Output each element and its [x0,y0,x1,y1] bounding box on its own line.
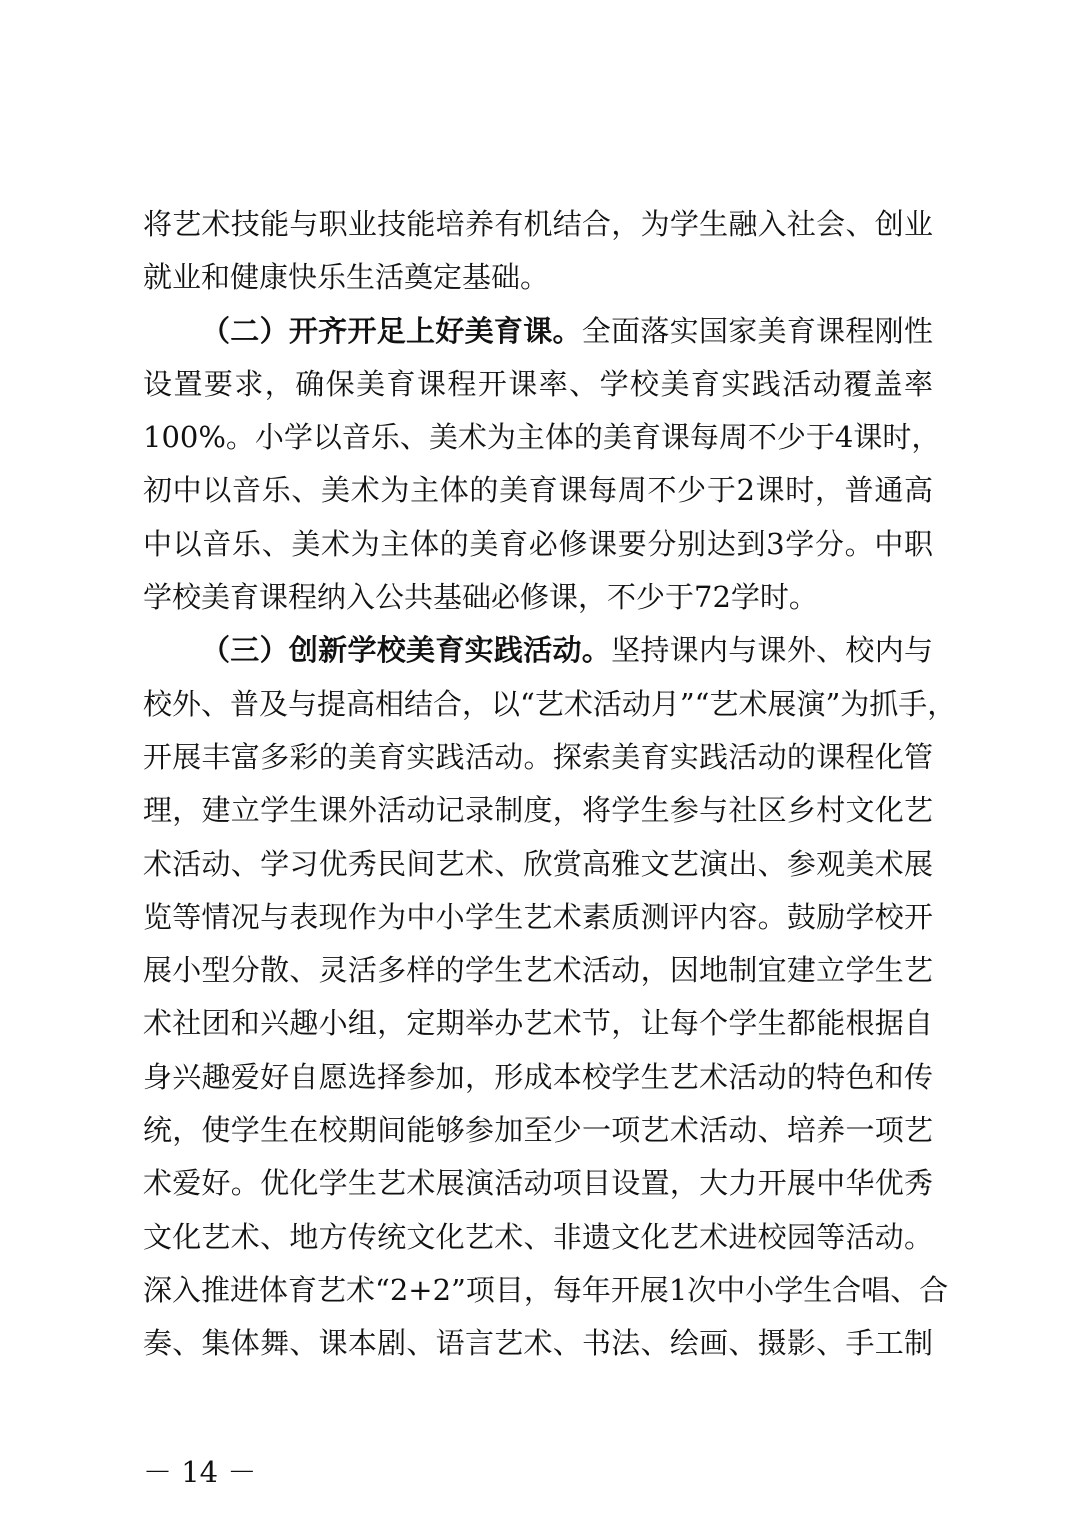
line-text: 身兴趣爱好自愿选择参加，形成本校学生艺术活动的特色和传 [143,1059,933,1094]
line-text: 奏、集体舞、课本剧、语言艺术、书法、绘画、摄影、手工制 [143,1326,933,1361]
line-text: 展小型分散、灵活多样的学生艺术活动，因地制宜建立学生艺 [143,953,933,988]
line-text: 学校美育课程纳入公共基础必修课，不少于72学时。 [143,580,818,615]
text-line [143,731,933,784]
line-text: 将艺术技能与职业技能培养有机结合，为学生融入社会、创业 [143,207,933,241]
section-heading: （二）开齐开足上好美育课。 [201,313,582,348]
line-text: 深入推进体育艺术“2+2”项目，每年开展1次中小学生合唱、合 [143,1272,949,1307]
text-line [143,678,957,731]
text-line [143,944,933,997]
line-text: 术社团和兴趣小组，定期举办艺术节，让每个学生都能根据自 [143,1006,933,1041]
text-line [143,624,933,677]
body-text [143,198,957,1371]
line-text: 中以音乐、美术为主体的美育必修课要分别达到3学分。中职 [143,526,933,561]
text-line [143,1157,933,1210]
line-text: 校外、普及与提高相结合，以“艺术活动月”“艺术展演”为抓手， [143,686,957,721]
line-text: 初中以音乐、美术为主体的美育课每周不少于2课时，普通高 [143,473,933,508]
text-line [143,251,933,304]
text-line [143,1104,933,1157]
line-text: 统，使学生在校期间能够参加至少一项艺术活动、培养一项艺 [143,1113,933,1148]
text-line [143,1051,933,1104]
text-line [143,997,933,1050]
text-line [143,198,933,251]
text-line [143,1211,933,1264]
line-text: 开展丰富多彩的美育实践活动。探索美育实践活动的课程化管 [143,739,933,774]
text-line [143,891,933,944]
section-heading: （三）创新学校美育实践活动。 [201,633,612,668]
line-text: 设置要求，确保美育课程开课率、学校美育实践活动覆盖率 [143,366,933,401]
text-line [143,571,933,624]
page-number: － 14 － [143,1455,257,1489]
line-text: 100%。小学以音乐、美术为主体的美育课每周不少于4课时， [143,420,941,455]
text-line [143,305,933,358]
text-line [143,411,941,464]
line-text: 全面落实国家美育课程刚性 [581,313,933,348]
text-line [143,464,933,517]
text-line [143,1317,933,1370]
text-line [143,784,933,837]
text-line [143,838,933,891]
text-line [143,1264,949,1317]
line-text: 文化艺术、地方传统文化艺术、非遗文化艺术进校园等活动。 [143,1219,933,1254]
line-text: 览等情况与表现作为中小学生艺术素质测评内容。鼓励学校开 [143,899,933,934]
line-text: 理，建立学生课外活动记录制度，将学生参与社区乡村文化艺 [143,793,933,828]
line-text: 就业和健康快乐生活奠定基础。 [143,260,550,295]
text-line [143,518,933,571]
line-text: 术活动、学习优秀民间艺术、欣赏高雅文艺演出、参观美术展 [143,846,933,881]
line-text: 坚持课内与课外、校内与 [611,633,933,668]
line-text: 术爱好。优化学生艺术展演活动项目设置，大力开展中华优秀 [143,1166,933,1201]
text-line [143,358,933,411]
